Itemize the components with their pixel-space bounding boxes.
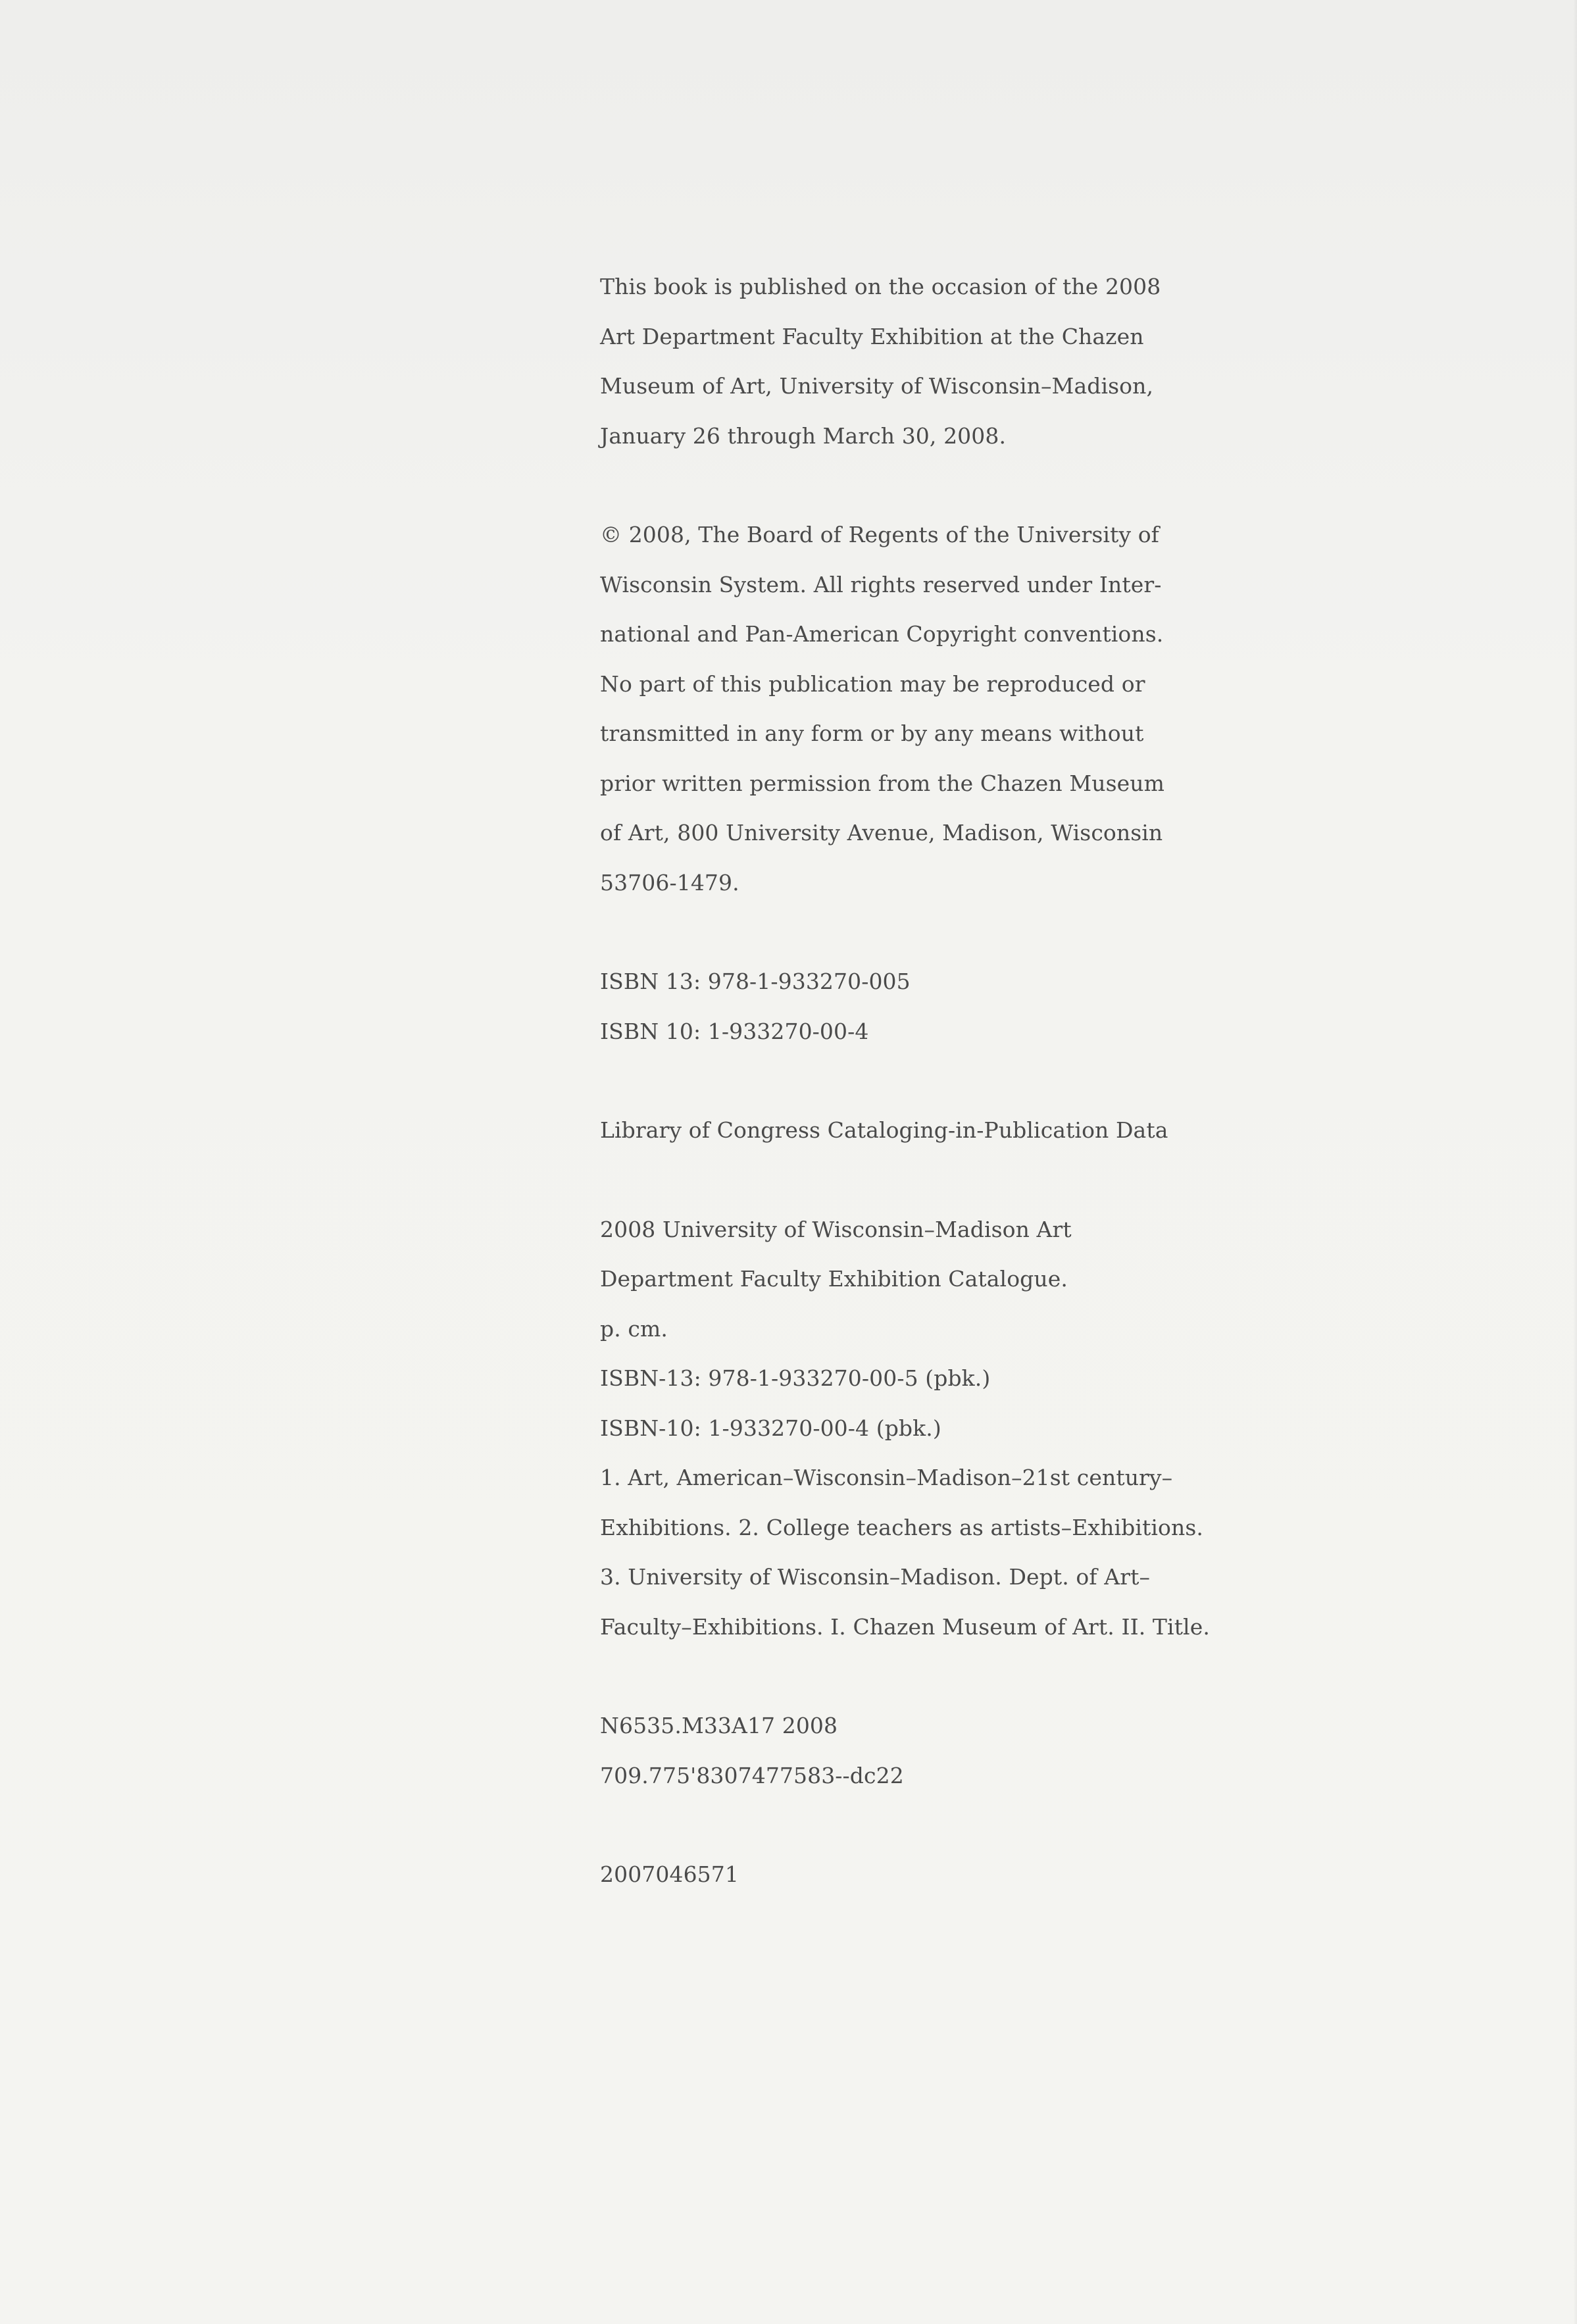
text-line: January 26 through March 30, 2008. [600, 422, 1007, 449]
lccn-number: 2007046571 [600, 1861, 739, 1887]
text-line: of Art, 800 University Avenue, Madison, Wisconsin [600, 820, 1163, 846]
isbn-10-line: ISBN 10: 1-933270-00-4 [600, 1018, 869, 1044]
lc-call-number: N6535.M33A17 2008 [600, 1713, 838, 1738]
lccn-paragraph [600, 1850, 1258, 1900]
text-line: Museum of Art, University of Wisconsin–Madison, [600, 373, 1154, 399]
isbn-paragraph [600, 957, 1258, 1056]
isbn-13-line: ISBN 13: 978-1-933270-005 [600, 969, 911, 994]
text-line: Exhibitions. 2. College teachers as artists–Exhibitions. [600, 1514, 1203, 1540]
cip-heading: Library of Congress Cataloging-in-Publication Data [600, 1117, 1168, 1143]
text-line: 53706-1479. [600, 869, 739, 896]
copyright-text-column [600, 262, 1258, 1949]
cip-heading-paragraph [600, 1105, 1258, 1155]
text-line: © 2008, The Board of Regents of the University of [600, 522, 1159, 547]
text-line: p. cm. [600, 1315, 668, 1342]
text-line: No part of this publication may be reproduced or [600, 670, 1145, 697]
copyright-notice-paragraph [600, 510, 1258, 907]
call-number-paragraph [600, 1701, 1258, 1800]
text-line: Wisconsin System. All rights reserved under Inter- [600, 571, 1162, 597]
text-line: ISBN-10: 1-933270-00-4 (pbk.) [600, 1415, 941, 1441]
text-line: 1. Art, American–Wisconsin–Madison–21st century– [600, 1465, 1173, 1490]
dewey-number: 709.775'8307477583--dc22 [600, 1762, 904, 1788]
publication-occasion-paragraph [600, 262, 1258, 461]
text-line: ISBN-13: 978-1-933270-00-5 (pbk.) [600, 1365, 991, 1391]
text-line: 2008 University of Wisconsin–Madison Art [600, 1216, 1072, 1242]
text-line: This book is published on the occasion of the 2008 [600, 274, 1161, 299]
text-line: Art Department Faculty Exhibition at the Chazen [600, 323, 1144, 349]
page-edge-shadow [1573, 0, 1577, 2324]
text-line: prior written permission from the Chazen Museum [600, 770, 1165, 796]
text-line: Faculty–Exhibitions. I. Chazen Museum of Art. II. Title. [600, 1613, 1210, 1640]
text-line: national and Pan-American Copyright conventions. [600, 621, 1164, 647]
text-line: Department Faculty Exhibition Catalogue. [600, 1266, 1068, 1292]
text-line: transmitted in any form or by any means without [600, 720, 1144, 746]
text-line: 3. University of Wisconsin–Madison. Dept. of Art– [600, 1564, 1151, 1590]
cip-record-paragraph [600, 1205, 1258, 1652]
